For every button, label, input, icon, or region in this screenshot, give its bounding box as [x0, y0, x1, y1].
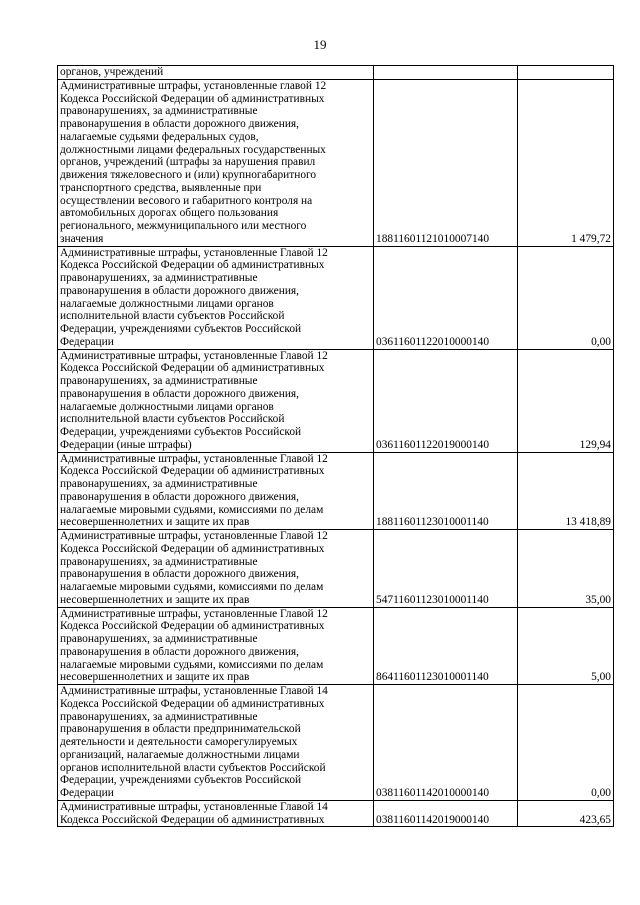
table-row	[58, 530, 614, 608]
row-sum: 0,00	[518, 246, 614, 349]
row-sum: 423,65	[518, 800, 614, 827]
page-number: 19	[313, 37, 327, 52]
row-name: Административные штрафы, установленные главой 12 Кодекса Российской Федерации об административных правонарушениях, за административные правонарушения в области дорожного движения, налагаемые судьями федеральных судов, должностными лицами федеральных государственных органов, учреждений (штрафы за нарушения правил движения тяжеловесного и (или) крупногабаритного транспортного средства, выявленные при осуществлении весового и габаритного контроля на автомобильных дорогах общего пользования регионального, межмуниципального или местного значения	[58, 79, 374, 246]
row-code: 86411601123010001140	[374, 607, 518, 685]
revenue-table-body	[58, 66, 614, 827]
row-name: Административные штрафы, установленные Главой 12 Кодекса Российской Федерации об административных правонарушениях, за административные правонарушения в области дорожного движения, налагаемые должностными лицами органов исполнительной власти субъектов Российской Федерации, учреждениями субъектов Российской Федерации	[58, 246, 374, 349]
row-sum: 5,00	[518, 607, 614, 685]
revenue-table	[57, 65, 614, 827]
row-name: Административные штрафы, установленные Главой 12 Кодекса Российской Федерации об административных правонарушениях, за административные правонарушения в области дорожного движения, налагаемые мировыми судьями, комиссиями по делам несовершеннолетних и защите их прав	[58, 452, 374, 530]
row-sum: 129,94	[518, 349, 614, 452]
table-row	[58, 246, 614, 349]
row-code: 18811601123010001140	[374, 452, 518, 530]
row-code: 03611601122019000140	[374, 349, 518, 452]
table-row	[58, 66, 614, 80]
table-row	[58, 685, 614, 801]
table-row	[58, 800, 614, 827]
row-name: Административные штрафы, установленные Главой 12 Кодекса Российской Федерации об административных правонарушениях, за административные правонарушения в области дорожного движения, налагаемые мировыми судьями, комиссиями по делам несовершеннолетних и защите их прав	[58, 607, 374, 685]
row-name: Административные штрафы, установленные Главой 12 Кодекса Российской Федерации об административных правонарушениях, за административные правонарушения в области дорожного движения, налагаемые должностными лицами органов исполнительной власти субъектов Российской Федерации, учреждениями субъектов Российской Федерации (иные штрафы)	[58, 349, 374, 452]
row-code: 03611601122010000140	[374, 246, 518, 349]
row-name: Административные штрафы, установленные Главой 12 Кодекса Российской Федерации об административных правонарушениях, за административные правонарушения в области дорожного движения, налагаемые мировыми судьями, комиссиями по делам несовершеннолетних и защите их прав	[58, 530, 374, 608]
row-code	[374, 66, 518, 80]
table-row	[58, 349, 614, 452]
row-sum: 13 418,89	[518, 452, 614, 530]
row-code: 54711601123010001140	[374, 530, 518, 608]
row-sum: 35,00	[518, 530, 614, 608]
row-sum	[518, 66, 614, 80]
row-name: Административные штрафы, установленные Главой 14 Кодекса Российской Федерации об административных	[58, 800, 374, 827]
row-sum: 1 479,72	[518, 79, 614, 246]
table-row	[58, 452, 614, 530]
row-code: 18811601121010007140	[374, 79, 518, 246]
table-row	[58, 79, 614, 246]
row-sum: 0,00	[518, 685, 614, 801]
table-row	[58, 607, 614, 685]
row-name: Административные штрафы, установленные Главой 14 Кодекса Российской Федерации об административных правонарушениях, за административные правонарушения в области предпринимательской деятельности и деятельности саморегулируемых организаций, налагаемые должностными лицами органов исполнительной власти субъектов Российской Федерации, учреждениями субъектов Российской Федерации	[58, 685, 374, 801]
row-code: 03811601142010000140	[374, 685, 518, 801]
row-code: 03811601142019000140	[374, 800, 518, 827]
row-name: органов, учреждений	[58, 66, 374, 80]
